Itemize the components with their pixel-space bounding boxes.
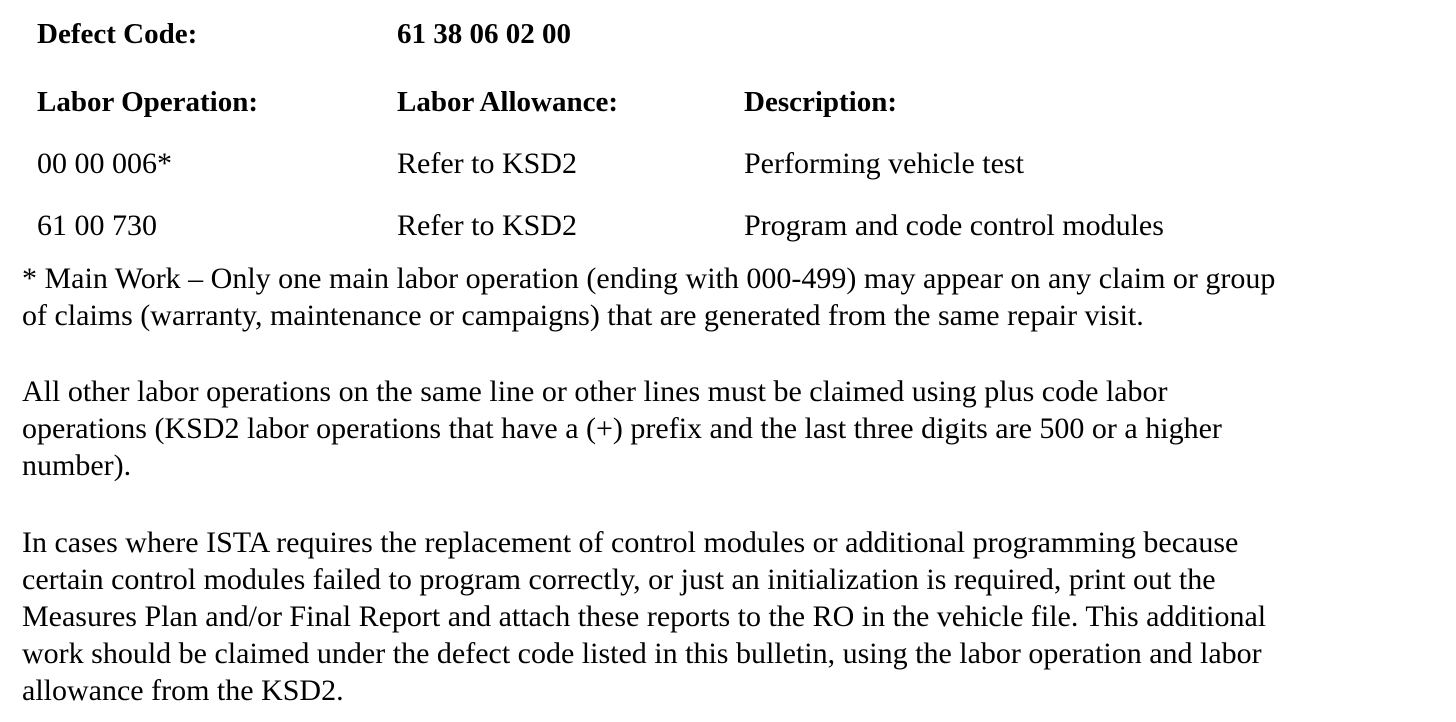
header-description: Description:	[744, 86, 898, 118]
row2-labor-allowance: Refer to KSD2	[397, 209, 577, 242]
header-labor-allowance: Labor Allowance:	[397, 86, 618, 118]
ista-paragraph-line: certain control modules failed to program correctly, or just an initialization is required, print out the	[22, 563, 1216, 596]
header-labor-operation: Labor Operation:	[37, 86, 258, 118]
row1-description: Performing vehicle test	[744, 147, 1024, 180]
ista-paragraph-line: In cases where ISTA requires the replacement of control modules or additional programming because	[22, 526, 1239, 559]
plus-code-paragraph-line: number).	[22, 449, 132, 482]
ista-paragraph-line: allowance from the KSD2.	[22, 674, 344, 707]
plus-code-paragraph	[22, 373, 1442, 484]
row1-labor-operation: 00 00 006*	[37, 147, 172, 180]
plus-code-paragraph-line: All other labor operations on the same line or other lines must be claimed using plus code labor	[22, 375, 1168, 408]
row2-description: Program and code control modules	[744, 209, 1164, 242]
main-work-note-line: of claims (warranty, maintenance or campaigns) that are generated from the same repair visit.	[22, 299, 1144, 332]
ista-paragraph	[22, 524, 1442, 709]
ista-paragraph-line: work should be claimed under the defect code listed in this bulletin, using the labor operation and labor	[22, 637, 1262, 670]
plus-code-paragraph-line: operations (KSD2 labor operations that have a (+) prefix and the last three digits are 500 or a higher	[22, 412, 1222, 445]
main-work-note	[22, 260, 1442, 334]
defect-code-label: Defect Code:	[37, 18, 198, 50]
defect-code-value: 61 38 06 02 00	[397, 18, 571, 50]
main-work-note-line: * Main Work – Only one main labor operation (ending with 000-499) may appear on any claim or group	[22, 262, 1276, 295]
ista-paragraph-line: Measures Plan and/or Final Report and attach these reports to the RO in the vehicle file. This additional	[22, 600, 1267, 633]
row1-labor-allowance: Refer to KSD2	[397, 147, 577, 180]
row2-labor-operation: 61 00 730	[37, 209, 157, 242]
